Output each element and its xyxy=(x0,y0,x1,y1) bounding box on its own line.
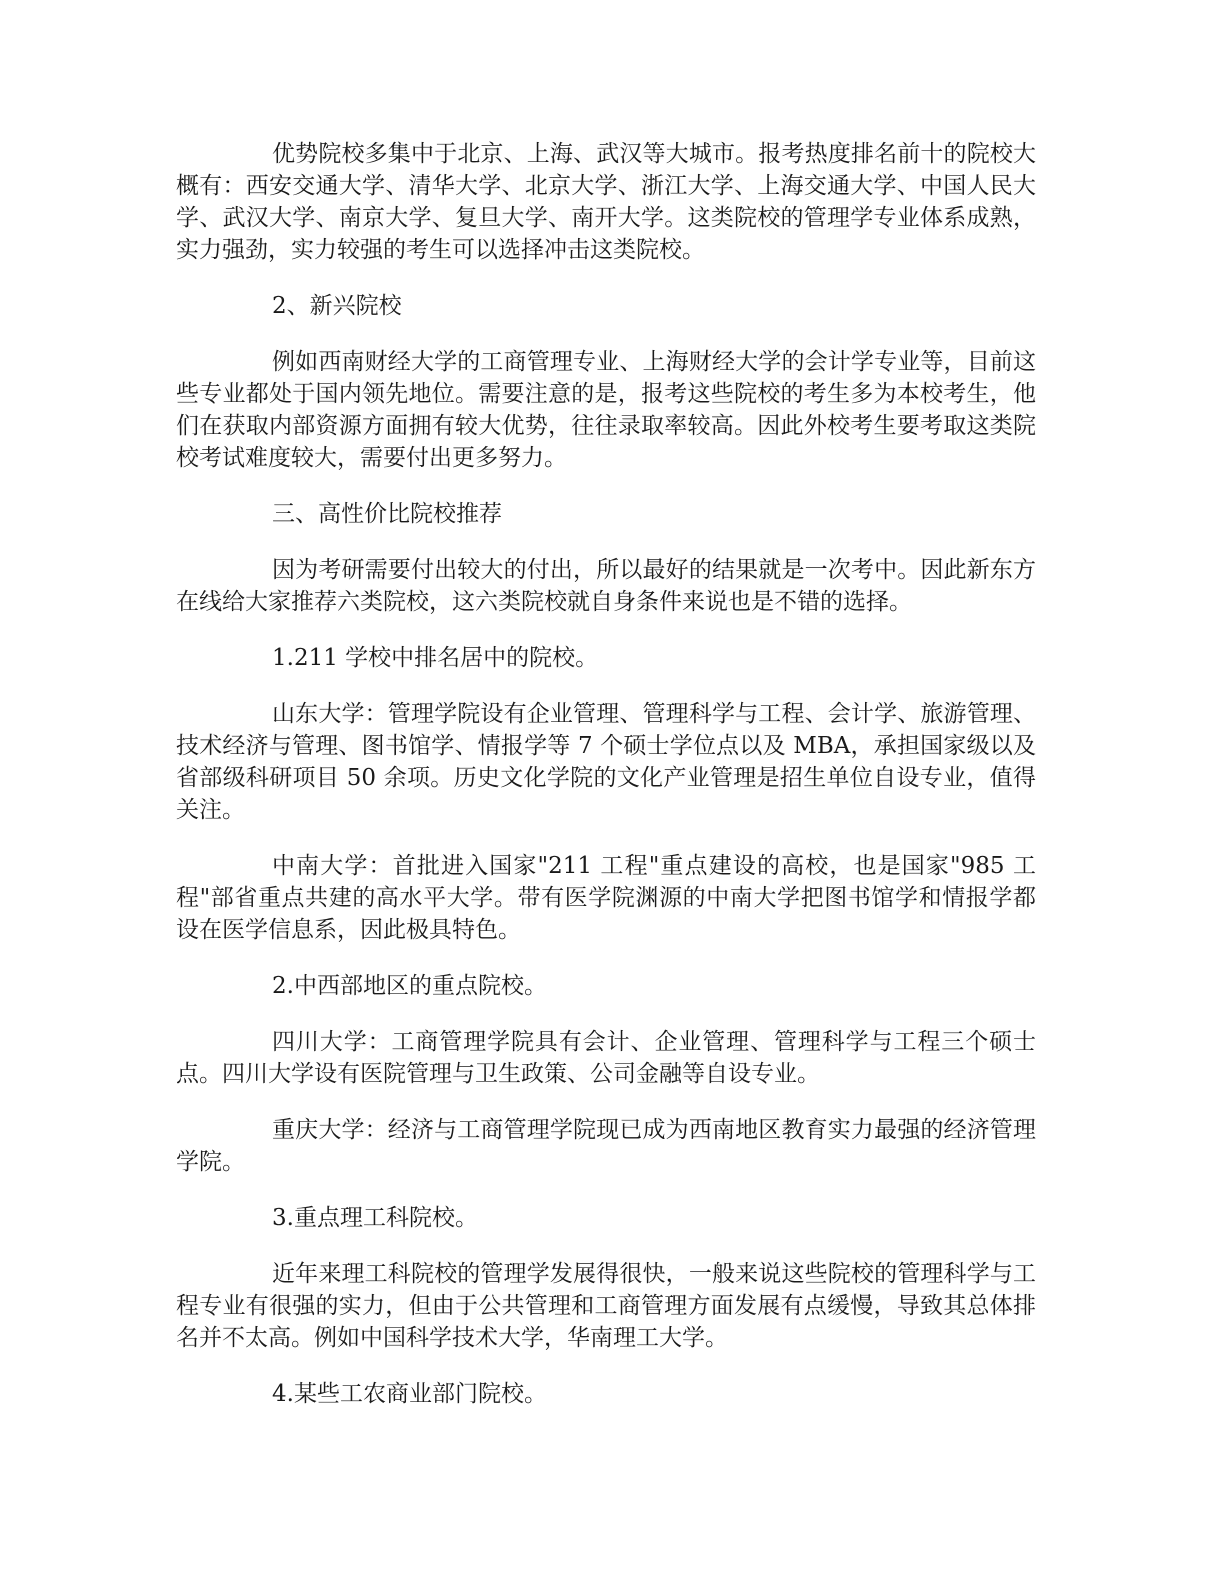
section-heading-value-schools: 三、高性价比院校推荐 xyxy=(272,501,502,527)
subheading-science-engineering-schools: 3.重点理工科院校。 xyxy=(272,1205,478,1231)
section-heading-emerging-schools: 2、新兴院校 xyxy=(272,293,402,319)
paragraph-emerging-schools: 例如西南财经大学的工商管理专业、上海财经大学的会计学专业等，目前这些专业都处于国内领先地位。需要注意的是，报考这些院校的考生多为本校考生，他们在获取内部资源方面拥有较大优势，往往录取率较高。因此外校考生要考取这类院校考试难度较大，需要付出更多努力。 xyxy=(176,349,1036,471)
paragraph-sichuan-university: 四川大学：工商管理学院具有会计、企业管理、管理科学与工程三个硕士点。四川大学设有医院管理与卫生政策、公司金融等自设专业。 xyxy=(176,1029,1036,1087)
subheading-central-western-schools: 2.中西部地区的重点院校。 xyxy=(272,973,547,999)
paragraph-top-universities: 优势院校多集中于北京、上海、武汉等大城市。报考热度排名前十的院校大概有：西安交通大学、清华大学、北京大学、浙江大学、上海交通大学、中国人民大学、武汉大学、南京大学、复旦大学、南开大学。这类院校的管理学专业体系成熟，实力强劲，实力较强的考生可以选择冲击这类院校。 xyxy=(176,141,1036,263)
paragraph-central-south-university: 中南大学：首批进入国家"211 工程"重点建设的高校，也是国家"985 工程"部省重点共建的高水平大学。带有医学院渊源的中南大学把图书馆学和情报学都设在医学信息系，因此极具特色。 xyxy=(176,853,1036,943)
subheading-211-schools: 1.211 学校中排名居中的院校。 xyxy=(272,645,599,671)
paragraph-science-engineering: 近年来理工科院校的管理学发展得很快，一般来说这些院校的管理科学与工程专业有很强的实力，但由于公共管理和工商管理方面发展有点缓慢，导致其总体排名并不太高。例如中国科学技术大学，华南理工大学。 xyxy=(176,1261,1036,1351)
paragraph-shandong-university: 山东大学：管理学院设有企业管理、管理科学与工程、会计学、旅游管理、技术经济与管理、图书馆学、情报学等 7 个硕士学位点以及 MBA，承担国家级以及省部级科研项目 50 余项。历史文化学院的文化产业管理是招生单位自设专业，值得关注。 xyxy=(176,701,1036,823)
paragraph-chongqing-university: 重庆大学：经济与工商管理学院现已成为西南地区教育实力最强的经济管理学院。 xyxy=(176,1117,1036,1175)
subheading-industry-schools: 4.某些工农商业部门院校。 xyxy=(272,1381,547,1407)
paragraph-value-intro: 因为考研需要付出较大的付出，所以最好的结果就是一次考中。因此新东方在线给大家推荐六类院校，这六类院校就自身条件来说也是不错的选择。 xyxy=(176,557,1036,615)
document-body xyxy=(176,138,1036,1434)
